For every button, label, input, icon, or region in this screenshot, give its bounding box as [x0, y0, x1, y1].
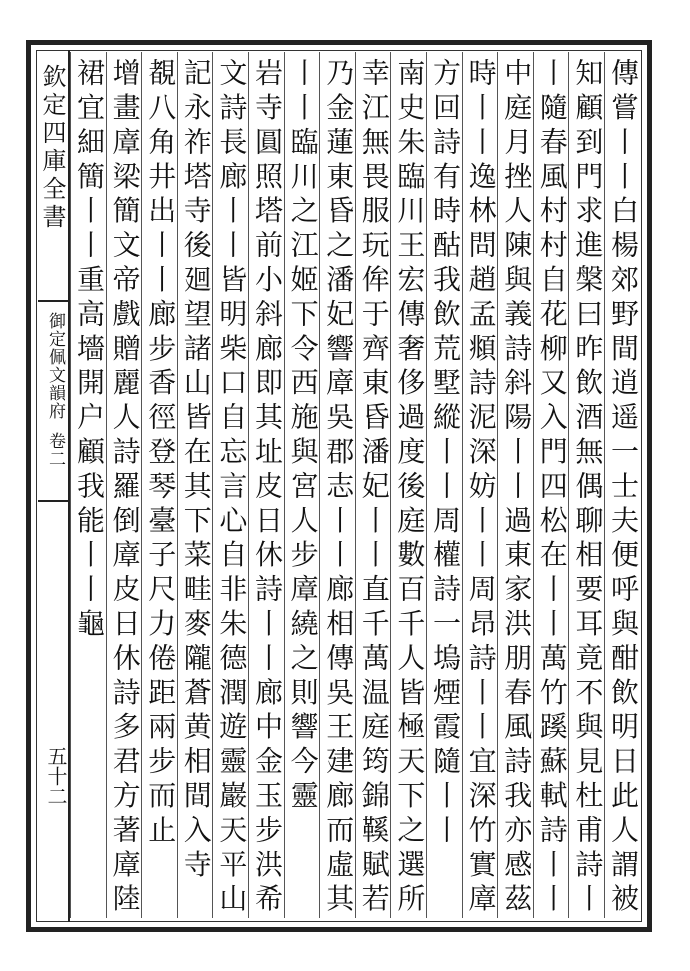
- fishtail-bottom: [38, 492, 68, 502]
- text-column: 覩八角井出丨丨廊步香徑登琴臺子尺力倦距兩步而止: [144, 58, 178, 850]
- main-text: [70, 52, 640, 918]
- page-number: 五十二: [44, 746, 68, 806]
- text-column: 中庭月挫人陳與義詩斜陽丨丨過東家洪朋春風詩我亦感茲: [500, 58, 534, 918]
- text-column: 南史朱臨川王宏傳奢侈過度後庭數百千人皆極天下之選所: [393, 58, 427, 918]
- text-column: 乃金蓮東昏之潘妃響㢓吳郡志丨丨廊相傳吳王建廊而虛其: [322, 58, 356, 918]
- text-column: 記永祚塔寺後廻望諸山皆在其下菜畦麥隴蒼黄相間入寺: [179, 58, 213, 884]
- text-column: 文詩長廊丨丨皆明柴口自忘言心自非朱德潤遊靈巖天平山: [215, 58, 249, 918]
- text-column: 幸江無畏服玩侔于齊東昏潘妃丨丨直千萬温庭筠錦鞵賦若: [357, 58, 391, 918]
- book-title: 欽定四庫全書: [38, 64, 66, 232]
- text-column: 裙宜細簡丨丨重高墻開户顧我能丨丨龜: [73, 58, 106, 643]
- column-rule: [70, 52, 71, 918]
- fishtail-top: [38, 300, 68, 310]
- volume-subtitle: 卷二: [45, 432, 65, 468]
- volume-title: 御定佩文韻府: [45, 312, 65, 420]
- text-column: 知顧到門求進槃曰昨飲酒無偶聊相要耳竟不與見杜甫詩丨: [571, 58, 605, 918]
- text-column: 時丨丨逸林問趙孟頫詩泥深妨丨丨周昂詩丨丨宜深竹實㢓: [464, 58, 498, 918]
- text-column: 傳嘗丨丨白楊郊野間逍遥一士夫便呼與酣飲明日此人謂被: [607, 58, 640, 918]
- text-column: 方回詩有時酤我飲荒墅縱丨丨周權詩一塢煙霞隨丨丨: [429, 58, 462, 850]
- text-column: 丨丨臨川之江姬下令西施與宮人步㢓繞之則響今靈: [286, 58, 320, 815]
- text-column: 增畫㢓梁簡文帝戲贈麗人詩羅倒㢓皮日休詩多君方著㢓陸: [108, 58, 142, 918]
- text-column: 丨隨春風村村自花柳又入門四松在丨丨萬竹蹊蘇軾詩丨丨: [535, 58, 569, 918]
- text-column: 岩寺圓照塔前小斜廊即其址皮日休詩丨丨廊中金玉步洪希: [251, 58, 284, 918]
